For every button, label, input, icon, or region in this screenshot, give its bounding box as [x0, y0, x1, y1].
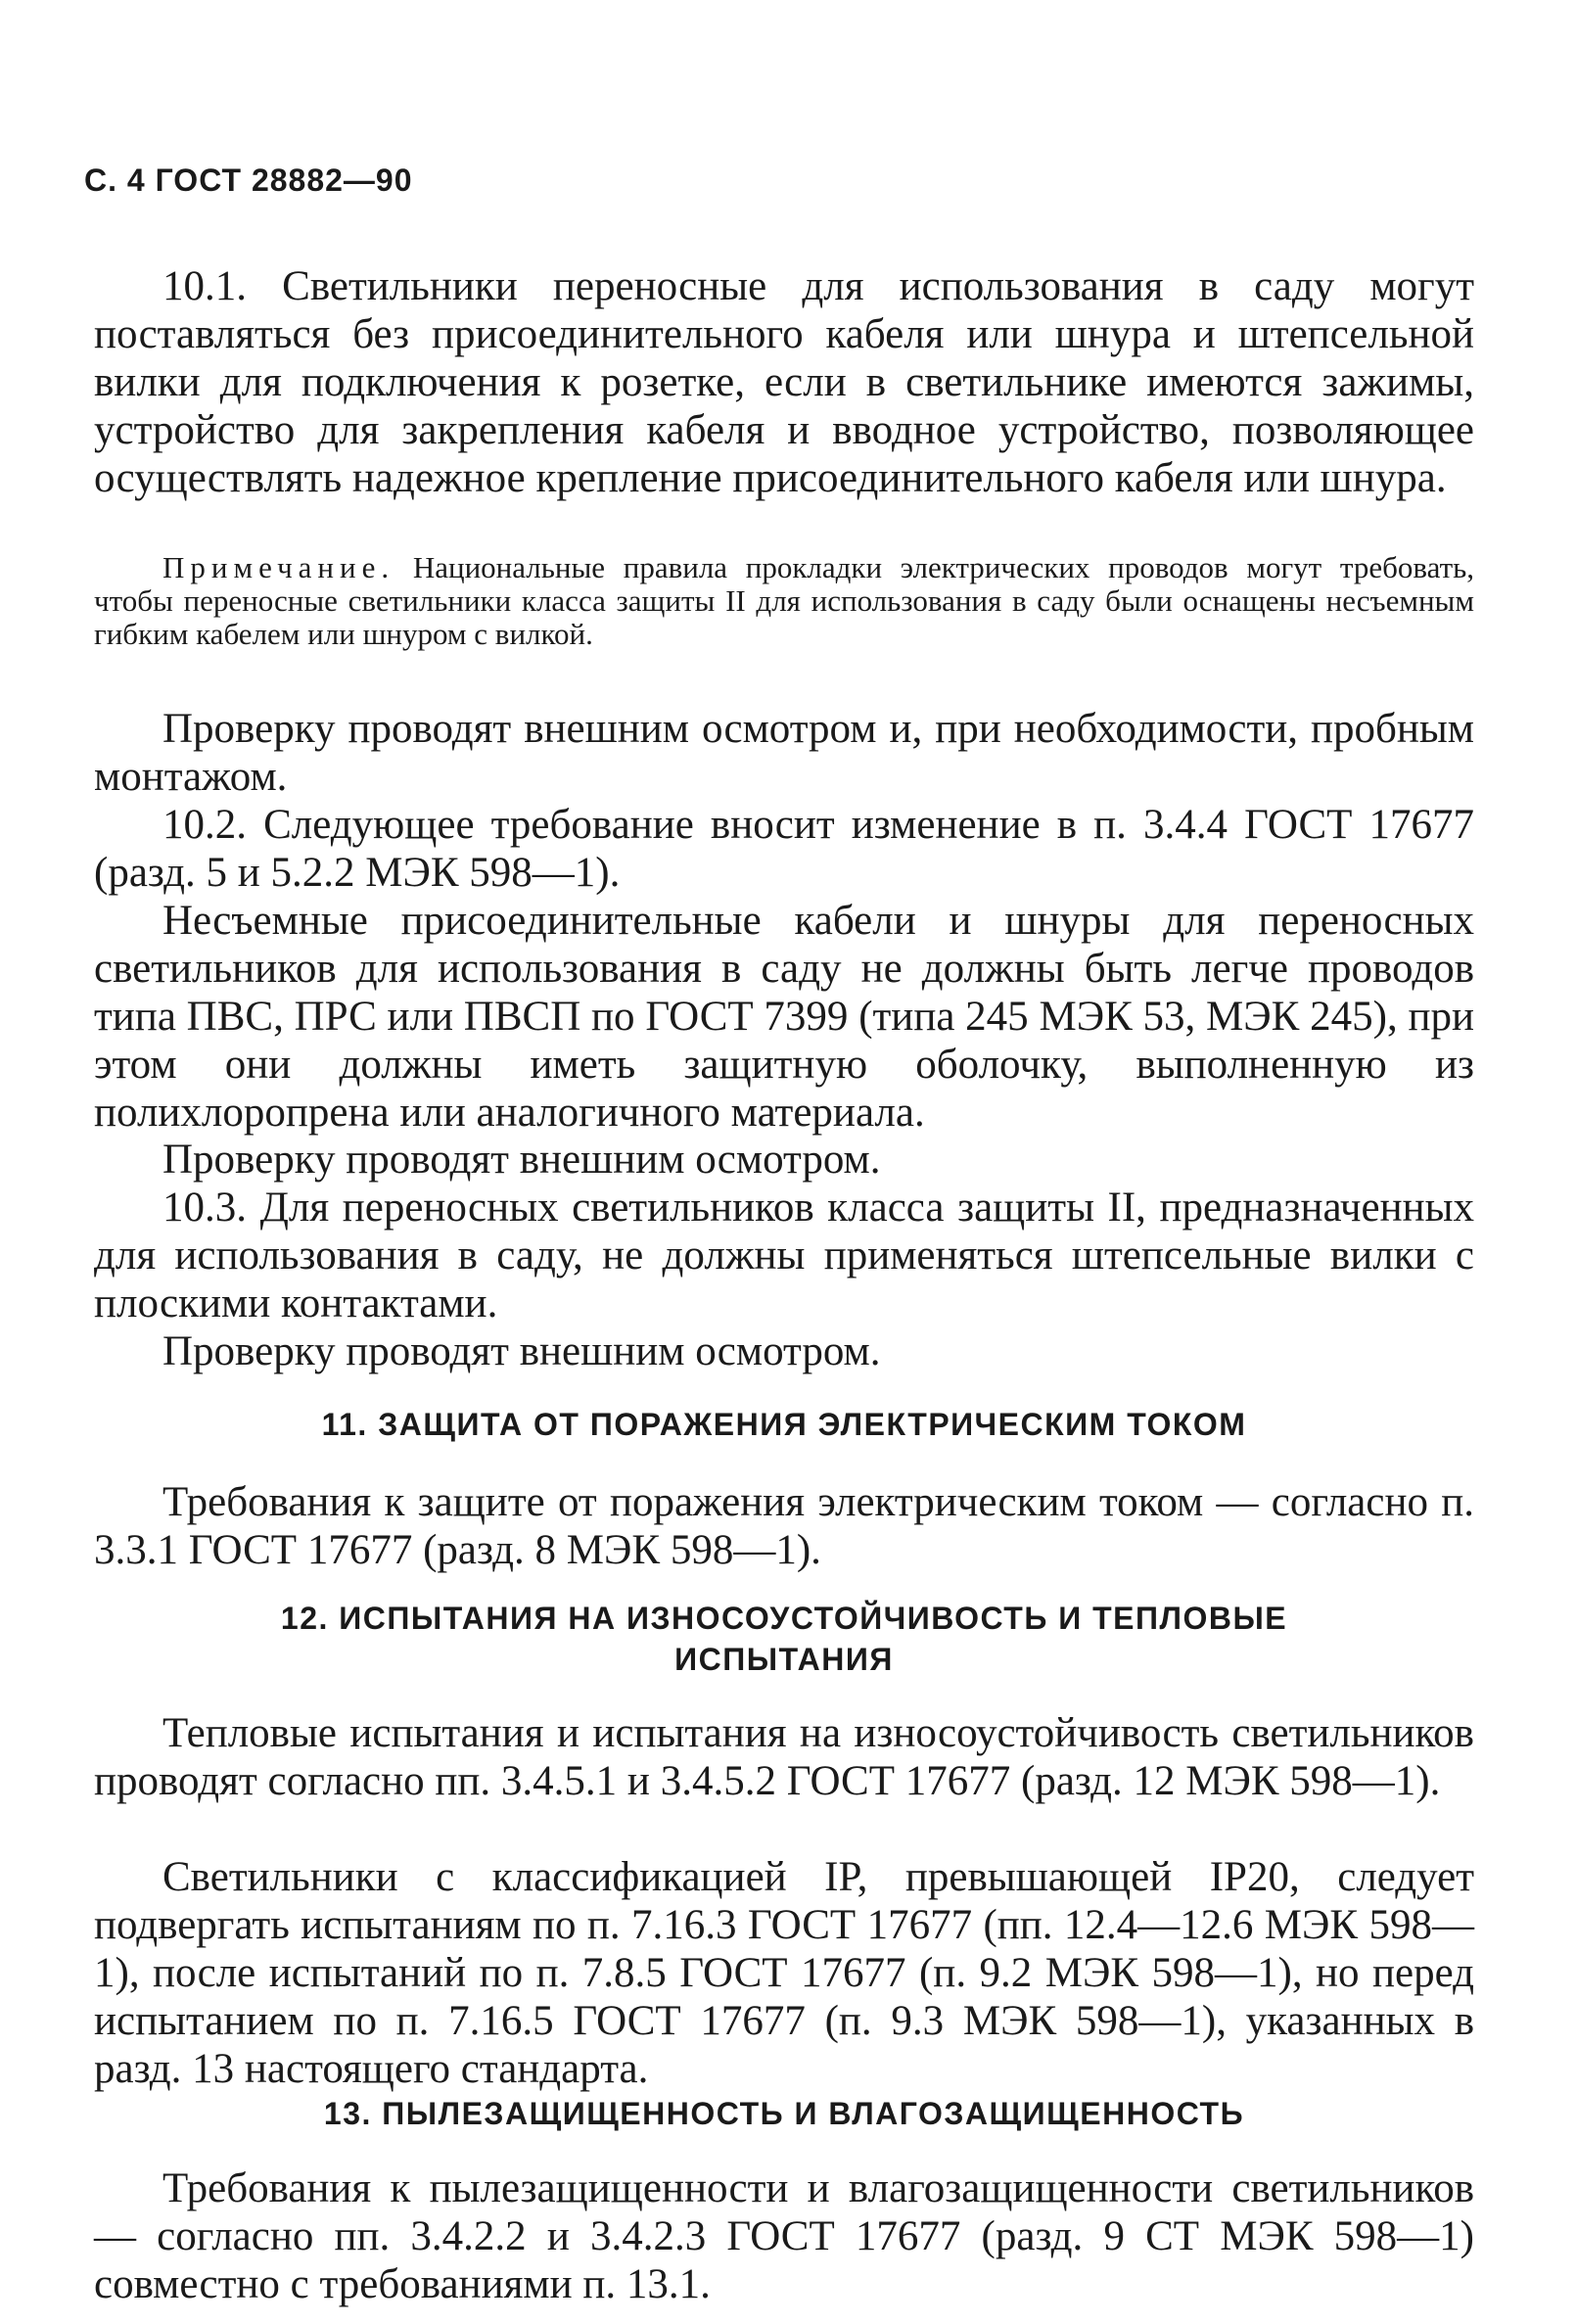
section-12-heading-line2: ИСПЫТАНИЯ	[674, 1642, 894, 1677]
page-header: С. 4 ГОСТ 28882—90	[84, 163, 413, 198]
section-12-text-2: Светильники с классификацией IP, превышающей IP20, следует подвергать испытаниям по п. 7.16.3 ГОСТ 17677 (пп. 12.4—12.6 МЭК 598—1), после испытаний по п. 7.8.5 ГОСТ 17677 (п. 9.2 МЭК 598—1), но перед испытанием по п. 7.16.5 ГОСТ 17677 (п. 9.3 МЭК 598—1), указанных в разд. 13 настоящего стандарта.	[94, 1854, 1474, 2092]
section-12-heading	[94, 1598, 1474, 1680]
check-paragraph-1: Проверку проводят внешним осмотром и, при необходимости, пробным монтажом.	[94, 706, 1474, 800]
section-11-text: Требования к защите от поражения электрическим током — согласно п. 3.3.1 ГОСТ 17677 (разд. 8 МЭК 598—1).	[94, 1479, 1474, 1573]
section-13-heading: 13. ПЫЛЕЗАЩИЩЕННОСТЬ И ВЛАГОЗАЩИЩЕННОСТЬ	[323, 2096, 1245, 2131]
section-13-text: Требования к пылезащищенности и влагозащищенности светильников — согласно пп. 3.4.2.2 и 3.4.2.3 ГОСТ 17677 (разд. 9 СТ МЭК 598—1) совместно с требованиями п. 13.1.	[94, 2165, 1474, 2307]
paragraph-10-3: 10.3. Для переносных светильников класса защиты II, предназначенных для использования в саду, не должны применяться штепсельные вилки с плоскими контактами.	[94, 1185, 1474, 1326]
note-label: Примечание.	[162, 550, 395, 584]
note-text: Национальные правила прокладки электрических проводов могут требовать, чтобы переносные светильники класса защиты II для использования в саду были оснащены несъемным гибким кабелем или шнуром с вилкой.	[94, 550, 1474, 651]
note	[94, 551, 1474, 651]
paragraph-10-2-cables: Несъемные присоединительные кабели и шнуры для переносных светильников для использования в саду не должны быть легче проводов типа ПВС, ПРС или ПВСП по ГОСТ 7399 (типа 245 МЭК 53, МЭК 245), при этом они должны иметь защитную оболочку, выполненную из полихлоропрена или аналогичного материала.	[94, 898, 1474, 1136]
check-paragraph-2: Проверку проводят внешним осмотром.	[162, 1137, 881, 1183]
check-paragraph-3: Проверку проводят внешним осмотром.	[162, 1328, 881, 1374]
paragraph-10-1: 10.1. Светильники переносные для использования в саду могут поставляться без присоединительного кабеля или шнура и штепсельной вилки для подключения к розетке, если в светильнике имеются зажимы, устройство для закрепления кабеля и вводное устройство, позволяющее осуществлять надежное крепление присоединительного кабеля или шнура.	[94, 263, 1474, 501]
section-12-heading-line1: 12. ИСПЫТАНИЯ НА ИЗНОСОУСТОЙЧИВОСТЬ И ТЕПЛОВЫЕ	[280, 1601, 1288, 1636]
paragraph-10-2: 10.2. Следующее требование вносит изменение в п. 3.4.4 ГОСТ 17677 (разд. 5 и 5.2.2 МЭК 598—1).	[94, 802, 1474, 896]
section-11-heading: 11. ЗАЩИТА ОТ ПОРАЖЕНИЯ ЭЛЕКТРИЧЕСКИМ ТОКОМ	[321, 1407, 1247, 1442]
section-12-text-1: Тепловые испытания и испытания на износоустойчивость светильников проводят согласно пп. 3.4.5.1 и 3.4.5.2 ГОСТ 17677 (разд. 12 МЭК 598—1).	[94, 1710, 1474, 1804]
